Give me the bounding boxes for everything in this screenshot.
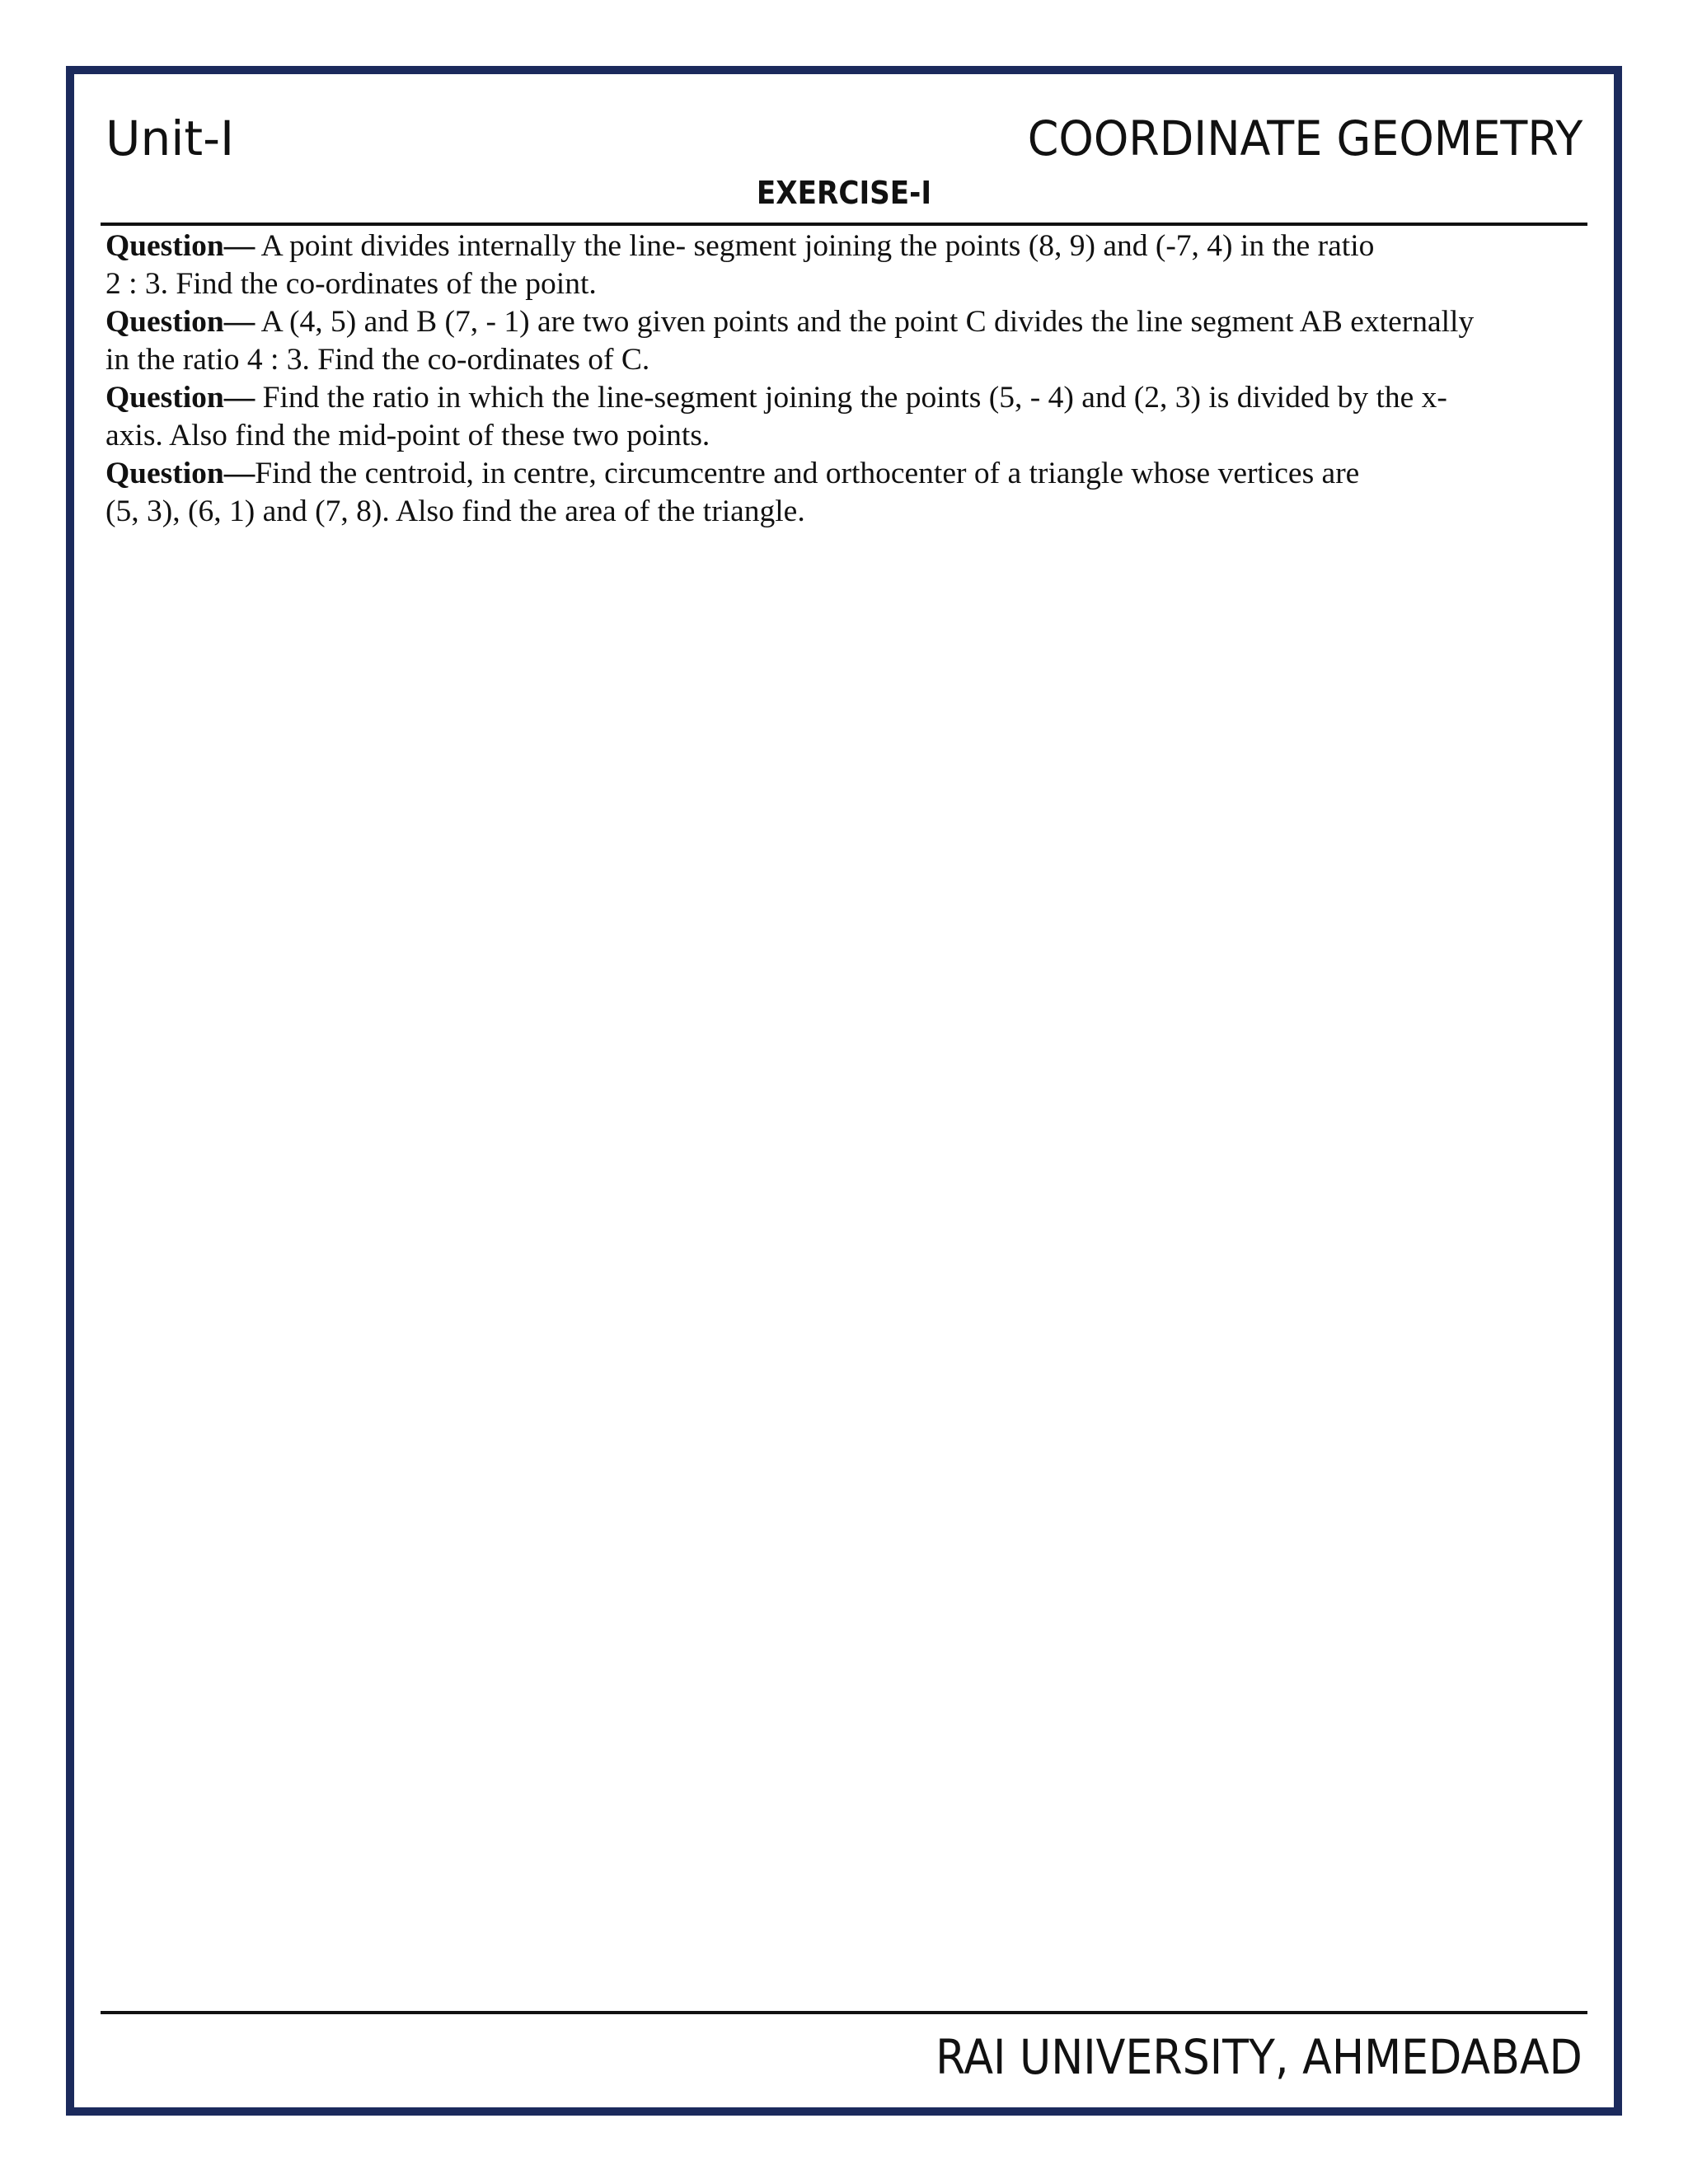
question-line: (5, 3), (6, 1) and (7, 8). Also find the area of the triangle. [106, 494, 805, 528]
unit-heading: Unit-I [106, 110, 235, 166]
question-item [106, 455, 1582, 531]
question-text: A (4, 5) and B (7, - 1) are two given points and the point C divides the line segment AB externally [255, 305, 1475, 339]
question-text: A point divides internally the line- segment joining the points (8, 9) and (-7, 4) in the ratio [255, 229, 1375, 263]
subject-heading: COORDINATE GEOMETRY [1027, 110, 1582, 166]
question-list [106, 227, 1582, 531]
question-label: Question— [106, 381, 256, 415]
question-text: Find the centroid, in centre, circumcentre and orthocenter of a triangle whose vertices are [255, 457, 1360, 490]
question-line [106, 227, 1582, 265]
question-line: axis. Also find the mid-point of these two points. [106, 419, 710, 452]
question-item [106, 303, 1582, 379]
question-text: Find the ratio in which the line-segment joining the points (5, - 4) and (2, 3) is divided by the x- [255, 381, 1447, 415]
question-line: 2 : 3. Find the co-ordinates of the point. [106, 267, 597, 301]
footer-divider [101, 2011, 1587, 2014]
question-item [106, 379, 1582, 455]
question-item [106, 227, 1582, 303]
question-line: in the ratio 4 : 3. Find the co-ordinates of C. [106, 343, 650, 377]
header-divider [101, 223, 1587, 226]
question-label: Question— [106, 457, 256, 490]
question-line [106, 455, 1582, 493]
question-line [106, 379, 1582, 417]
question-label: Question— [106, 229, 256, 263]
page-frame [66, 66, 1622, 2116]
exercise-title: EXERCISE-I [756, 175, 932, 211]
question-line [106, 303, 1582, 341]
footer-institution: RAI UNIVERSITY, AHMEDABAD [935, 2029, 1582, 2085]
question-label: Question— [106, 305, 256, 339]
